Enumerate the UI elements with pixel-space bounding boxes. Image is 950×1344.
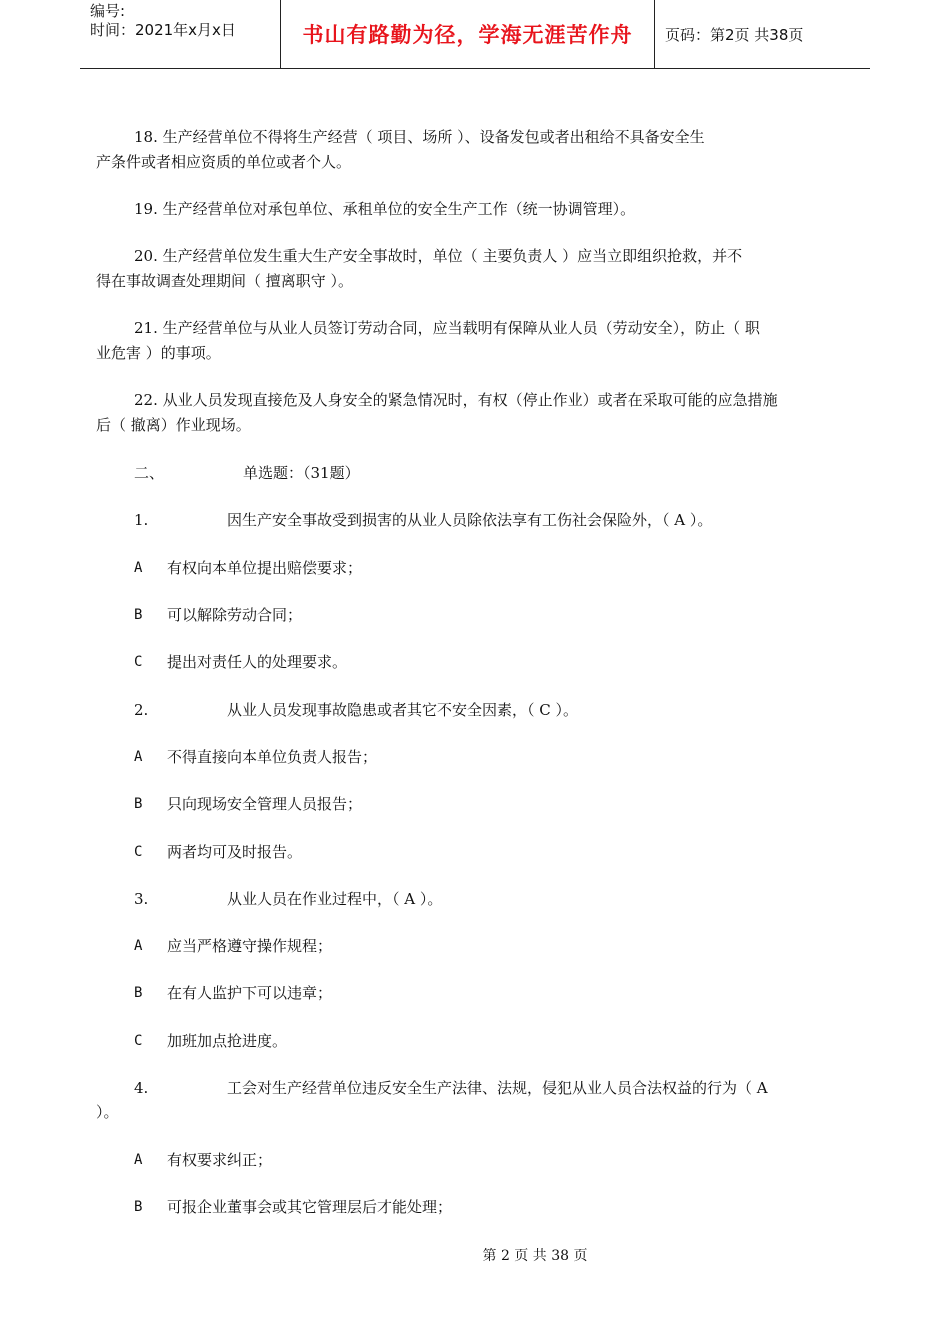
option-letter: C — [134, 844, 143, 860]
option-letter: B — [134, 1199, 143, 1215]
option-letter: B — [134, 985, 143, 1001]
question-number: 2. — [134, 701, 149, 719]
question-line: 得在事故调查处理期间（ 擅离职守 ）。 — [96, 272, 354, 290]
question-number: 4. — [134, 1079, 149, 1097]
document-number-label: 编号: — [90, 2, 126, 20]
document-time-label: 时间：2021年x月x日 — [90, 21, 236, 39]
fill-question-21 — [96, 316, 856, 366]
question-text: 因生产安全事故受到损害的从业人员除依法享有工伤社会保险外，（ A ）。 — [227, 511, 713, 529]
fill-question-22 — [96, 388, 856, 438]
option-letter: A — [134, 938, 143, 954]
option-text: 在有人监护下可以违章； — [167, 984, 333, 1002]
page-header — [80, 0, 870, 69]
option-text: 可报企业董事会或其它管理层后才能处理； — [167, 1198, 453, 1216]
option-text: 两者均可及时报告。 — [167, 843, 303, 861]
header-meta — [80, 0, 281, 68]
option-letter: B — [134, 796, 143, 812]
section-title: 单选题：（31题） — [243, 464, 360, 482]
option-text: 不得直接向本单位负责人报告； — [167, 748, 378, 766]
header-page-number: 页码：第2页 共38页 — [665, 25, 804, 44]
question-line: 产条件或者相应资质的单位或者个人。 — [96, 153, 352, 171]
question-number: 1. — [134, 511, 149, 529]
fill-question-20 — [96, 244, 856, 294]
header-motto: 书山有路勤为径，学海无涯苦作舟 — [281, 0, 655, 68]
question-line: 后（ 撤离）作业现场。 — [96, 416, 251, 434]
question-line: 20. 生产经营单位发生重大生产安全事故时，单位（ 主要负责人 ）应当立即组织抢救，并不 — [134, 247, 743, 265]
question-line: 21. 生产经营单位与从业人员签订劳动合同，应当载明有保障从业人员（劳动安全），防止（ 职 — [134, 319, 760, 337]
question-line: 19. 生产经营单位对承包单位、承租单位的安全生产工作（统一协调管理）。 — [134, 200, 636, 218]
question-number: 3. — [134, 890, 149, 908]
question-text: 从业人员发现事故隐患或者其它不安全因素，（ C ）。 — [227, 701, 579, 719]
question-line: 18. 生产经营单位不得将生产经营（ 项目、场所 ）、设备发包或者出租给不具备安全生 — [134, 128, 705, 146]
question-line: 22. 从业人员发现直接危及人身安全的紧急情况时，有权（停止作业）或者在采取可能的应急措施 — [134, 391, 778, 409]
fill-question-18 — [96, 125, 856, 175]
question-text: 工会对生产经营单位违反安全生产法律、法规，侵犯从业人员合法权益的行为（ A — [227, 1079, 768, 1097]
question-line: 业危害 ）的事项。 — [96, 344, 221, 362]
option-letter: C — [134, 1033, 143, 1049]
question-text: 从业人员在作业过程中，（ A ）。 — [227, 890, 443, 908]
option-letter: A — [134, 560, 143, 576]
page-footer: 第 2 页 共 38 页 — [482, 1248, 588, 1264]
option-text: 应当严格遵守操作规程； — [167, 937, 333, 955]
option-letter: A — [134, 749, 143, 765]
option-letter: A — [134, 1152, 143, 1168]
section-number: 二、 — [134, 464, 165, 482]
option-text: 可以解除劳动合同； — [167, 606, 303, 624]
option-text: 只向现场安全管理人员报告； — [167, 795, 363, 813]
option-text: 有权向本单位提出赔偿要求； — [167, 559, 363, 577]
option-text: 有权要求纠正； — [167, 1151, 273, 1169]
option-letter: B — [134, 607, 143, 623]
fill-question-19 — [96, 197, 856, 222]
option-text: 提出对责任人的处理要求。 — [167, 653, 348, 671]
option-text: 加班加点抢进度。 — [167, 1032, 288, 1050]
question-text-continuation: ）。 — [96, 1103, 119, 1121]
option-letter: C — [134, 654, 143, 670]
